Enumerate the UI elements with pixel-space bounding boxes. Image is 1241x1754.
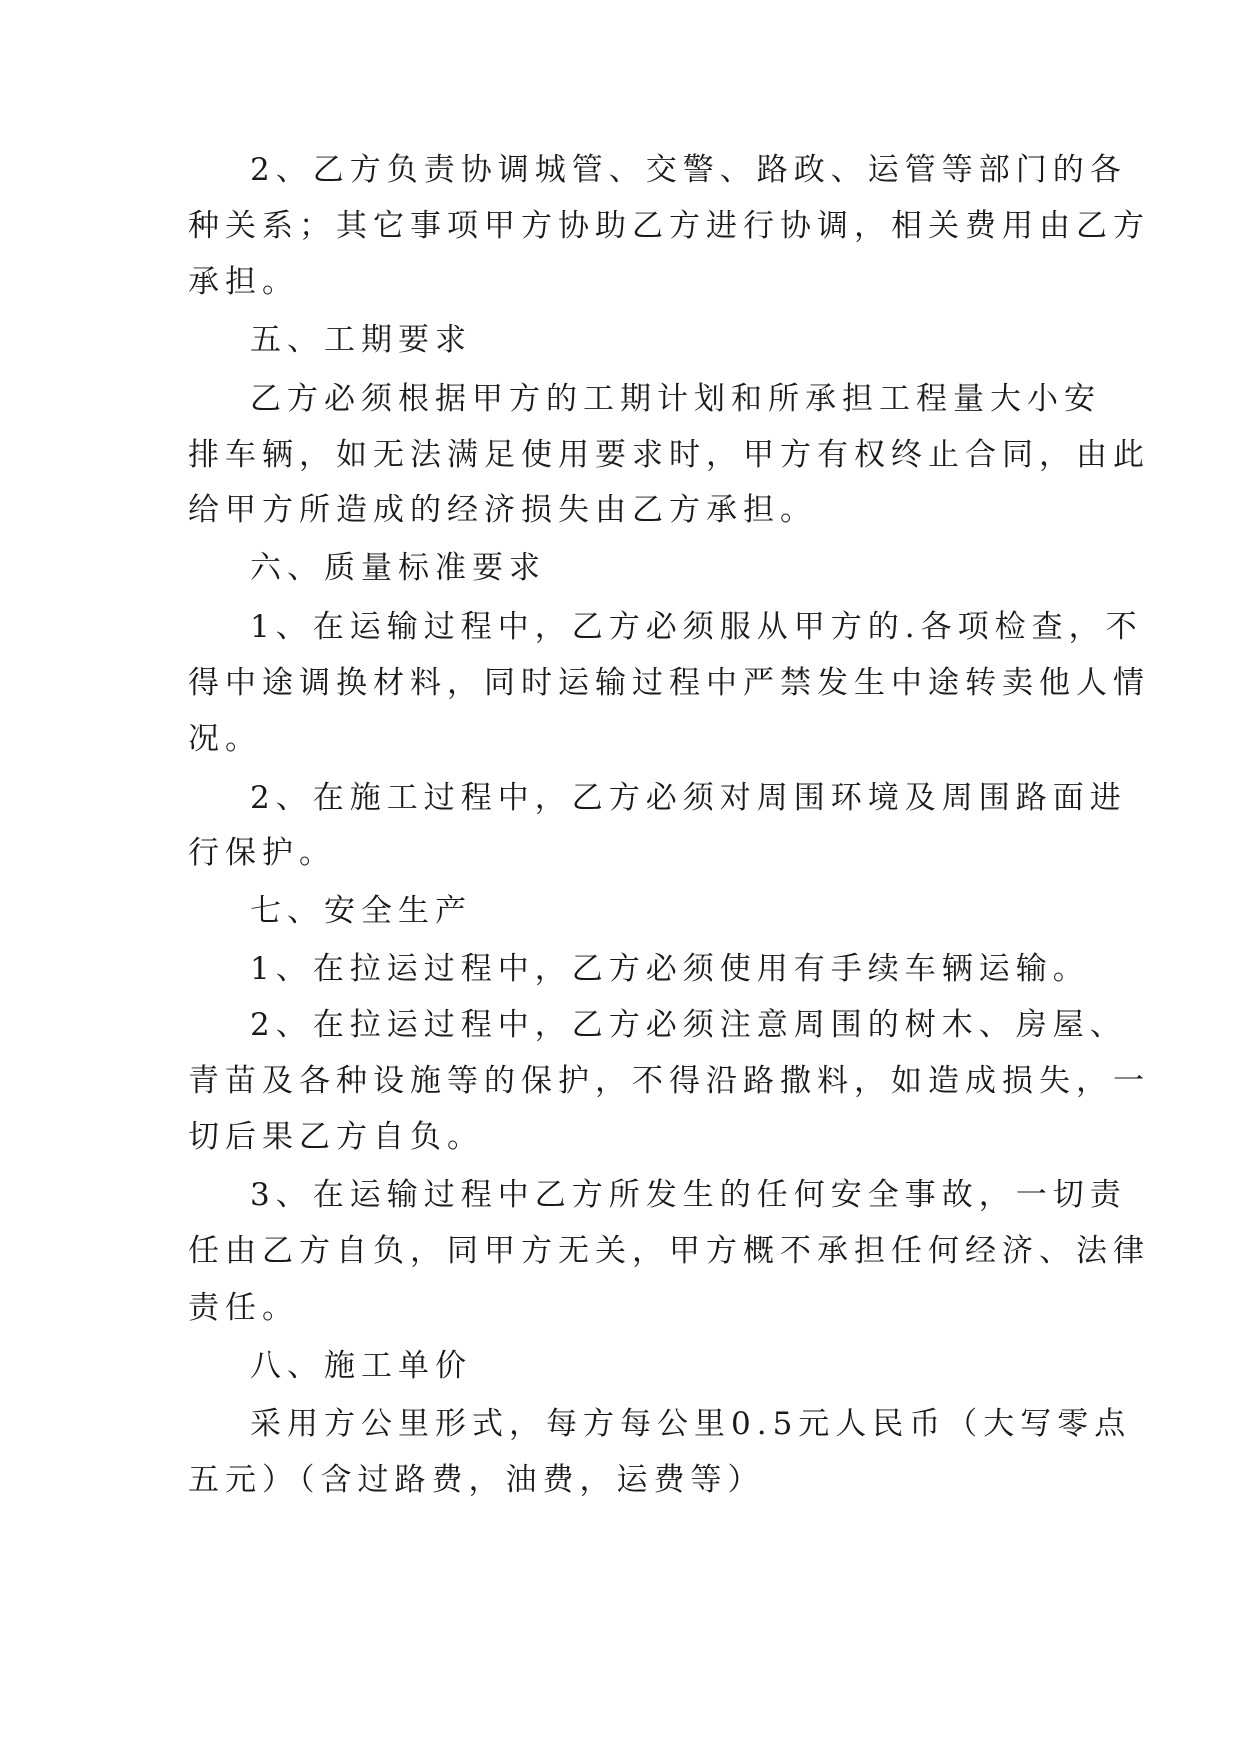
text-line: 五元）（含过路费，油费，运费等）: [188, 1462, 765, 1498]
text-line: 承担。: [188, 264, 299, 300]
text-line: 排车辆，如无法满足使用要求时，甲方有权终止合同，由此: [188, 437, 1150, 473]
section-heading: 六、质量标准要求: [250, 550, 546, 586]
text-line: 2、在施工过程中，乙方必须对周围环境及周围路面进: [250, 780, 1127, 816]
text-line: 得中途调换材料，同时运输过程中严禁发生中途转卖他人情: [188, 665, 1150, 701]
text-line: 1、在拉运过程中，乙方必须使用有手续车辆运输。: [250, 951, 1090, 987]
text-line: 乙方必须根据甲方的工期计划和所承担工程量大小安: [250, 381, 1101, 417]
text-line: 2、在拉运过程中，乙方必须注意周围的树木、房屋、: [250, 1007, 1127, 1043]
text-line: 况。: [188, 721, 262, 757]
section-heading: 五、工期要求: [250, 322, 472, 358]
text-line: 3、在运输过程中乙方所发生的任何安全事故，一切责: [250, 1177, 1127, 1213]
text-line: 任由乙方自负，同甲方无关，甲方概不承担任何经济、法律: [188, 1233, 1150, 1269]
text-line: 1、在运输过程中，乙方必须服从甲方的.各项检查，不: [250, 609, 1143, 645]
text-line: 责任。: [188, 1290, 299, 1326]
text-line: 种关系；其它事项甲方协助乙方进行协调，相关费用由乙方: [188, 208, 1150, 244]
text-line: 采用方公里形式，每方每公里0.5元人民币（大写零点: [250, 1406, 1132, 1442]
section-heading: 七、安全生产: [250, 893, 472, 929]
text-line: 2、乙方负责协调城管、交警、路政、运管等部门的各: [250, 152, 1127, 188]
section-heading: 八、施工单价: [250, 1348, 472, 1384]
text-line: 切后果乙方自负。: [188, 1119, 484, 1155]
text-line: 行保护。: [188, 835, 336, 871]
text-line: 青苗及各种设施等的保护，不得沿路撒料，如造成损失，一: [188, 1063, 1150, 1099]
text-line: 给甲方所造成的经济损失由乙方承担。: [188, 492, 817, 528]
